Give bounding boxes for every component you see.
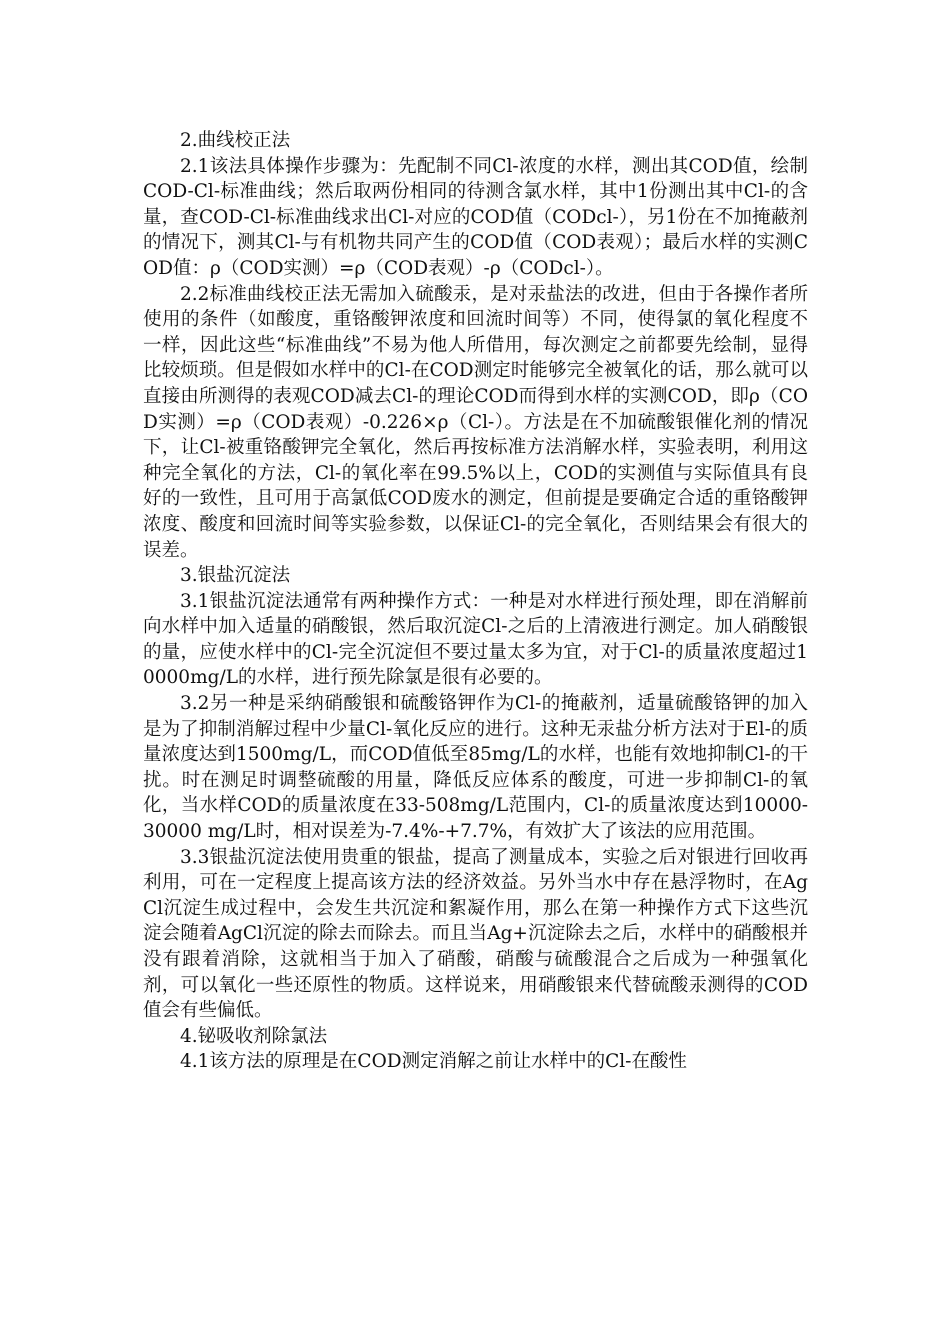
document-body: [143, 128, 808, 1075]
paragraph-4-1: 4.1该方法的原理是在COD测定消解之前让水样中的Cl-在酸性: [180, 1051, 687, 1073]
section-heading-2: 2.曲线校正法: [180, 130, 291, 151]
paragraph-2-1: 2.1该法具体操作步骤为：先配制不同Cl-浓度的水样，测出其COD值，绘制COD-Cl-标准曲线；然后取两份相同的待测含氯水样，其中1份测出其中Cl-的含量，查COD-Cl-标准曲线求出Cl-对应的COD值（CODcl-），另1份在不加掩蔽剂的情况下，测其Cl-与有机物共同产生的COD值（COD表观）；最后水样的实测COD值：ρ（COD实测）=ρ（COD表观）-ρ（CODcl-）。: [143, 155, 808, 279]
section-heading-3: 3.银盐沉淀法: [180, 565, 291, 587]
paragraph-3-2: 3.2另一种是采纳硝酸银和硫酸铬钾作为Cl-的掩蔽剂，适量硫酸铬钾的加入是为了抑制消解过程中少量Cl-氧化反应的进行。这种无汞盐分析方法对于El-的质量浓度达到1500mg/L，而COD值低至85mg/L的水样，也能有效地抑制Cl-的干扰。时在测足时调整硫酸的用量，降低反应体系的酸度，可进一步抑制Cl-的氧化，当水样COD的质量浓度在33-508mg/L范围内，Cl-的质量浓度达到10000-30000 mg/L时，相对误差为-7.4%-+7.7%，有效扩大了该法的应用范围。: [143, 693, 808, 843]
section-heading-4: 4.铋吸收剂除氯法: [180, 1025, 328, 1047]
paragraph-3-3: 3.3银盐沉淀法使用贵重的银盐，提高了测量成本，实验之后对银进行回收再利用，可在一定程度上提高该方法的经济效益。另外当水中存在悬浮物时，在AgCl沉淀生成过程中，会发生共沉淀和絮凝作用，那么在第一种操作方式下这些沉淀会随着AgCl沉淀的除去而除去。而且当Ag+沉淀除去之后，水样中的硝酸根并没有跟着消除，这就相当于加入了硝酸，硝酸与硫酸混合之后成为一种强氧化剂，可以氧化一些还原性的物质。这样说来，用硝酸银来代替硫酸汞测得的COD值会有些偏低。: [143, 846, 808, 1022]
paragraph-3-1: 3.1银盐沉淀法通常有两种操作方式：一种是对水样进行预处理，即在消解前向水样中加入适量的硝酸银，然后取沉淀Cl-之后的上清液进行测定。加人硝酸银的量，应使水样中的Cl-完全沉淀但不要过量太多为宜，对于Cl-的质量浓度超过10000mg/L的水样，进行预先除氯是很有必要的。: [143, 590, 808, 689]
paragraph-2-2: 2.2标准曲线校正法无需加入硫酸汞，是对汞盐法的改进，但由于各操作者所使用的条件（如酸度，重铬酸钾浓度和回流时间等）不同，使得氯的氧化程度不一样，因此这些“标准曲线”不易为他人所借用，每次测定之前都要先绘制，显得比较烦琐。但是假如水样中的Cl-在COD测定时能够完全被氧化的话，那么就可以直接由所测得的表观COD减去Cl-的理论COD而得到水样的实测COD，即ρ（COD实测）=ρ（COD表观）-0.226×ρ（Cl-）。方法是在不加硫酸银催化剂的情况下，让Cl-被重铬酸钾完全氧化，然后再按标准方法消解水样，实验表明，利用这种完全氧化的方法，Cl-的氧化率在99.5%以上，COD的实测值与实际值具有良好的一致性，且可用于高氯低COD废水的测定，但前提是要确定合适的重铬酸钾浓度、酸度和回流时间等实验参数，以保证Cl-的完全氧化，否则结果会有很大的误差。: [143, 283, 808, 561]
